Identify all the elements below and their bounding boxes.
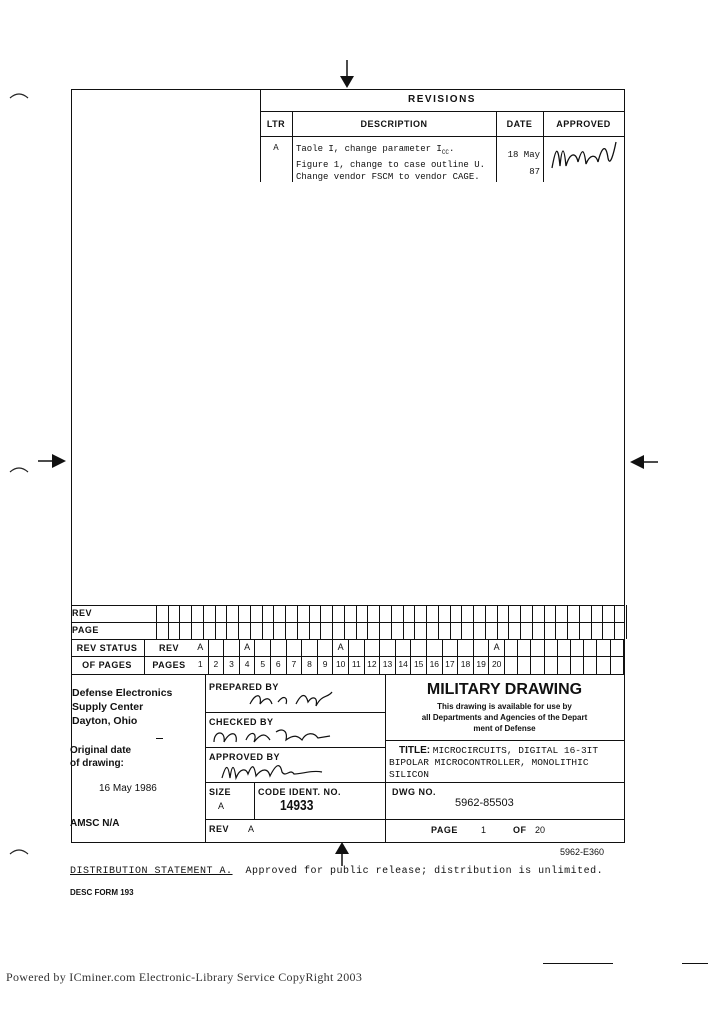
rev-cell: [439, 605, 451, 622]
rev-cell: [380, 605, 392, 622]
size-label: SIZE: [209, 787, 232, 797]
rev-cell: [298, 605, 310, 622]
rev-cell: [427, 605, 439, 622]
page-cell: [392, 622, 404, 639]
distribution-statement: DISTRIBUTION STATEMENT A. Approved for public release; distribution is unlimited.: [70, 866, 604, 877]
document-heading: MILITARY DRAWING: [426, 681, 583, 698]
approval-signature: [548, 138, 622, 178]
label-pages-inner: PAGES: [152, 660, 186, 670]
rev-cell: [615, 605, 627, 622]
page-number-cell: 16: [427, 656, 443, 674]
checker-signature: [210, 726, 335, 748]
revision-year: 87: [529, 167, 540, 177]
rev-status-cell: [458, 639, 474, 656]
header-date: DATE: [506, 119, 533, 129]
rev-cell: [263, 605, 275, 622]
rev-cell: [368, 605, 380, 622]
page-cell: [427, 622, 439, 639]
rev-cell: [521, 605, 533, 622]
of-value: 20: [535, 825, 546, 835]
page-cell: [333, 622, 345, 639]
page-number-cell: 12: [365, 656, 381, 674]
rev-status-cell: [396, 639, 412, 656]
rev-cell: [603, 605, 615, 622]
empty-status-cell: [597, 639, 610, 656]
page-cell: [274, 622, 286, 639]
label-rev-status: REV STATUS: [76, 643, 138, 653]
rev-cell: [251, 605, 263, 622]
rev-status-cell: [365, 639, 381, 656]
original-date-label: Original date of drawing:: [70, 745, 132, 769]
page-cell: [380, 622, 392, 639]
rev-cell: [145, 605, 157, 622]
page-number-cell: 2: [209, 656, 225, 674]
page-cell: [521, 622, 533, 639]
page-cell: [592, 622, 604, 639]
page-cell: [568, 622, 580, 639]
page-cell: [263, 622, 275, 639]
page-cell: [486, 622, 498, 639]
page-cell: [321, 622, 333, 639]
rev-cell: [415, 605, 427, 622]
page-value: 1: [481, 825, 487, 835]
page-cell: [157, 622, 169, 639]
page-number-cell: 3: [224, 656, 240, 674]
original-date: 16 May 1986: [99, 783, 157, 794]
empty-status-cell: [571, 656, 584, 674]
arrow-right-icon: [38, 452, 68, 470]
rev-status-cell: [443, 639, 459, 656]
revisions-title: REVISIONS: [408, 94, 476, 105]
agency-address: Defense Electronics Supply Center Dayton, Ohio: [72, 687, 173, 727]
rev-status-cell: [224, 639, 240, 656]
rev-status-cell: [271, 639, 287, 656]
empty-status-cell: [584, 656, 597, 674]
rev-cell: [404, 605, 416, 622]
page-cell: [286, 622, 298, 639]
page-number-cell: 10: [333, 656, 349, 674]
checked-by-label: CHECKED BY: [209, 717, 274, 727]
rev-cell: [345, 605, 357, 622]
page-cell: [439, 622, 451, 639]
empty-status-cell: [518, 656, 531, 674]
rev-status-cell: [427, 639, 443, 656]
page-number-cell: 5: [255, 656, 271, 674]
page-cell: [580, 622, 592, 639]
form-code: 5962-E360: [560, 847, 605, 857]
page-cell: [474, 622, 486, 639]
page-cell: [603, 622, 615, 639]
page-number-cell: 14: [396, 656, 412, 674]
rev-cell: [169, 605, 181, 622]
rev-status-cell: A: [240, 639, 256, 656]
empty-status-cell: [558, 639, 571, 656]
approver-signature: [218, 760, 328, 782]
rev-cell: [568, 605, 580, 622]
empty-status-cell: [505, 639, 518, 656]
label-rev: REV: [72, 608, 93, 618]
page-cell: [180, 622, 192, 639]
page-cell: [615, 622, 627, 639]
rev-cell: [533, 605, 545, 622]
page-cell: [368, 622, 380, 639]
empty-status-cell: [545, 656, 558, 674]
rev-cell: [239, 605, 251, 622]
rev-cell: [157, 605, 169, 622]
empty-status-cell: [558, 656, 571, 674]
availability-note: This drawing is available for use by all Departments and Agencies of the Depart ment of Defense: [421, 702, 588, 733]
page-cell: [310, 622, 322, 639]
revision-letter: A: [273, 143, 279, 153]
amsc-note: AMSC N/A: [70, 818, 120, 829]
page-number-cell: 11: [349, 656, 365, 674]
rev-cell: [333, 605, 345, 622]
page-cell: [415, 622, 427, 639]
page-cell: [216, 622, 228, 639]
rev-label: REV: [209, 824, 230, 834]
rev-cell: [556, 605, 568, 622]
rev-cell: [216, 605, 228, 622]
page-cell: [251, 622, 263, 639]
rev-status-cell: [209, 639, 225, 656]
rev-cell: [286, 605, 298, 622]
page-number-cell: 17: [443, 656, 459, 674]
empty-status-cell: [611, 639, 624, 656]
page-cell: [556, 622, 568, 639]
empty-status-cell: [531, 656, 544, 674]
revision-description: Taole I, change parameter $I_{CC}$. Figure 1, change to case outline U. Change vendor FSCM to vendor CAGE.: [296, 144, 486, 182]
header-ltr: LTR: [266, 119, 286, 129]
page-number-cell: 19: [474, 656, 490, 674]
rev-cell: [274, 605, 286, 622]
page-number-cell: 9: [318, 656, 334, 674]
empty-status-cell: [571, 639, 584, 656]
rev-cell: [204, 605, 216, 622]
page-cell: [533, 622, 545, 639]
empty-status-cell: [611, 656, 624, 674]
header-description: DESCRIPTION: [360, 119, 428, 129]
empty-status-cell: [545, 639, 558, 656]
of-label: OF: [513, 825, 527, 835]
empty-status-cell: [584, 639, 597, 656]
code-ident-value: 14933: [280, 797, 314, 814]
rev-cell: [321, 605, 333, 622]
label-page: PAGE: [72, 625, 99, 635]
rev-status-cell: [302, 639, 318, 656]
arrow-down-icon: [338, 60, 356, 90]
rev-cell: [462, 605, 474, 622]
prepared-by-label: PREPARED BY: [209, 682, 279, 692]
powered-by-text: Powered by ICminer.com Electronic-Library Service CopyRight 2003: [6, 970, 363, 984]
page-cell: [298, 622, 310, 639]
page-cell: [404, 622, 416, 639]
page-label: PAGE: [431, 825, 458, 835]
punch-mark-icon: [8, 848, 30, 856]
page-number-cell: 20: [489, 656, 505, 674]
rev-cell: [509, 605, 521, 622]
label-of-pages: OF PAGES: [82, 660, 132, 670]
page-cell: [169, 622, 181, 639]
rev-cell: [545, 605, 557, 622]
rev-cell: [592, 605, 604, 622]
rev-status-cell: [380, 639, 396, 656]
page-number-cell: 4: [240, 656, 256, 674]
page-cell: [462, 622, 474, 639]
rev-cell: [451, 605, 463, 622]
page-cell: [227, 622, 239, 639]
page-cell: [239, 622, 251, 639]
page-number-cell: 8: [302, 656, 318, 674]
rev-cell: [357, 605, 369, 622]
rev-cell: [180, 605, 192, 622]
code-ident-label: CODE IDENT. NO.: [258, 787, 342, 797]
rev-status-cell: A: [489, 639, 505, 656]
page-number-cell: 18: [458, 656, 474, 674]
rev-cell: [486, 605, 498, 622]
page-cell: [498, 622, 510, 639]
rev-status-cell: [318, 639, 334, 656]
revision-date: 18 May: [507, 150, 540, 160]
rev-cell: [474, 605, 486, 622]
page-cell: [345, 622, 357, 639]
document-title: TITLE: MICROCIRCUITS, DIGITAL 16-3IT BIPOLAR MICROCONTROLLER, MONOLITHIC SILICON: [389, 745, 599, 780]
page-cell: [204, 622, 216, 639]
rev-status-cell: [349, 639, 365, 656]
page-cell: [451, 622, 463, 639]
rev-cell: [580, 605, 592, 622]
size-value: A: [218, 801, 225, 811]
rev-cell: [310, 605, 322, 622]
page-number-cell: 7: [287, 656, 303, 674]
approved-by-label: APPROVED BY: [209, 752, 281, 762]
arrow-left-icon: [626, 453, 658, 471]
rev-status-cell: [255, 639, 271, 656]
arrow-up-icon: [333, 842, 351, 866]
page-cell: [192, 622, 204, 639]
dwg-value: 5962-85503: [455, 797, 514, 809]
rev-status-cell: A: [333, 639, 349, 656]
page-number-cell: 13: [380, 656, 396, 674]
punch-mark-icon: [8, 466, 30, 474]
page-number-cell: 15: [411, 656, 427, 674]
header-approved: APPROVED: [556, 119, 611, 129]
page-cell: [357, 622, 369, 639]
form-name: DESC FORM 193: [70, 888, 134, 897]
rev-status-cell: A: [193, 639, 209, 656]
rev-status-cell: [287, 639, 303, 656]
empty-status-cell: [531, 639, 544, 656]
rev-cell: [192, 605, 204, 622]
empty-status-cell: [505, 656, 518, 674]
label-rev-inner: REV: [158, 643, 179, 653]
rev-cell: [498, 605, 510, 622]
page-cell: [145, 622, 157, 639]
preparer-signature: [246, 690, 336, 712]
page-number-cell: 1: [193, 656, 209, 674]
empty-status-cell: [518, 639, 531, 656]
rev-cell: [227, 605, 239, 622]
rev-status-cell: [474, 639, 490, 656]
empty-status-cell: [597, 656, 610, 674]
punch-mark-icon: [8, 92, 30, 100]
page-cell: [509, 622, 521, 639]
page-cell: [545, 622, 557, 639]
rev-value: A: [248, 824, 255, 834]
page-number-cell: 6: [271, 656, 287, 674]
rev-cell: [392, 605, 404, 622]
dwg-label: DWG NO.: [392, 787, 436, 797]
rev-status-cell: [411, 639, 427, 656]
